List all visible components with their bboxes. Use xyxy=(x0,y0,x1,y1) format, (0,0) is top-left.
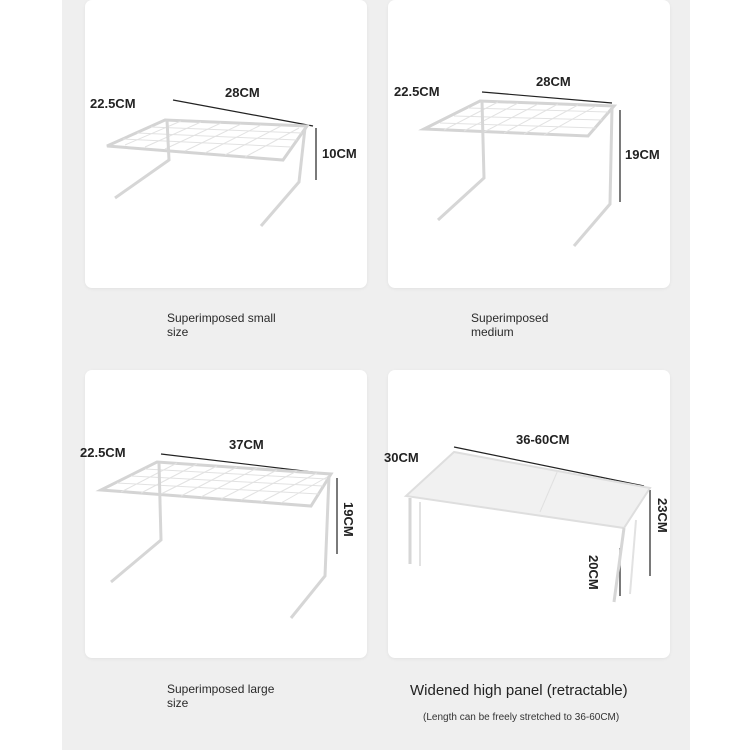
inner-height-label: 20CM xyxy=(586,555,601,590)
length-label: 37CM xyxy=(229,437,264,452)
product-card-small xyxy=(85,0,367,288)
caption-medium: Superimposed medium xyxy=(471,311,549,339)
length-label: 28CM xyxy=(225,85,260,100)
height-label: 10CM xyxy=(322,146,357,161)
length-label: 28CM xyxy=(536,74,571,89)
product-card-large xyxy=(80,370,367,658)
depth-label: 22.5CM xyxy=(90,96,136,111)
depth-label: 30CM xyxy=(384,450,419,465)
height-label: 19CM xyxy=(625,147,660,162)
depth-label: 22.5CM xyxy=(80,445,126,460)
height-label: 23CM xyxy=(655,498,670,533)
depth-label: 22.5CM xyxy=(394,84,440,99)
wire-shelf-small-illustration xyxy=(85,0,367,288)
wire-shelf-medium-illustration xyxy=(388,0,670,288)
caption-widened: Widened high panel (retractable) xyxy=(410,682,628,699)
panel-shelf-widened-illustration xyxy=(388,370,670,658)
height-label: 19CM xyxy=(341,502,356,537)
product-card-widened xyxy=(384,370,670,658)
caption-widened-note: (Length can be freely stretched to 36-60CM) xyxy=(423,712,620,723)
caption-small: Superimposed small size xyxy=(167,311,276,339)
caption-large: Superimposed large size xyxy=(167,682,275,710)
length-label: 36-60CM xyxy=(516,432,570,447)
product-card-medium xyxy=(388,0,670,288)
wire-shelf-large-illustration xyxy=(85,370,367,658)
